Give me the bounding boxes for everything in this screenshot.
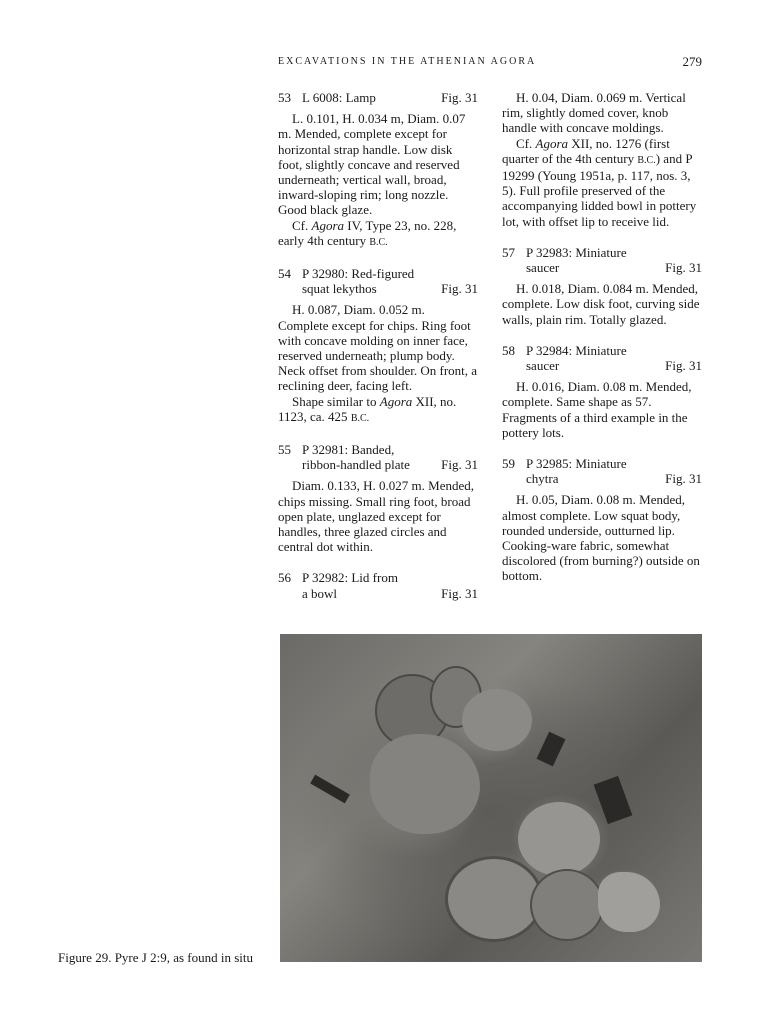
entry-number: 55 [278,442,291,458]
entry-title: P 32980: Red-figured [302,266,415,282]
entry-description: Diam. 0.133, H. 0.027 m. Mended, chips missing. Small ring foot, broad open plate, unglazed except for handles, three glazed circles and central dot within. [278,478,474,555]
entry-title-cont: a bowl [302,585,338,601]
entry-title: P 32981: Banded, [302,442,395,458]
entry-continuation [502,90,702,229]
entry-title-cont: saucer [526,358,560,374]
entry-comparanda: Cf. Agora XII, no. 1276 (first quarter of the 4th century B.C.) and P 19299 (Young 1951a, p. 117, nos. 3, 5). Full profile preserved of the accompanying lidded bowl in pottery lot, with offset lip to receive lid. [502,135,697,229]
miniature-saucer [530,869,604,941]
left-column [278,90,478,617]
catalog-entry [278,570,478,600]
catalog-entry [278,442,478,554]
entry-description: L. 0.101, H. 0.034 m, Diam. 0.07 m. Mended, complete except for horizontal strap handle. Low disk foot, slightly concave and reserved underneath; vertical wall, broad, inward-sloping rim; long nozzle. Good black glaze. [278,111,466,218]
entry-heading [278,90,478,105]
miniature-chytra [518,802,600,876]
pottery-bowl [462,689,532,751]
entry-number: 53 [278,90,291,105]
entry-number: 56 [278,570,291,586]
page-number: 279 [682,54,702,69]
entry-heading [502,245,702,275]
entry-title: P 32984: Miniature [526,342,627,358]
entry-title: P 32985: Miniature [526,456,627,472]
pottery-fragment [598,872,660,932]
entry-title: P 32982: Lid from [302,570,398,586]
entry-title-cont: saucer [526,260,560,276]
figure-ref: Fig. 31 [665,471,702,487]
entry-number: 58 [502,342,515,358]
entry-number: 57 [502,244,515,260]
entry-description: H. 0.087, Diam. 0.052 m. Complete except for chips. Ring foot with concave molding on inner face, reserved underneath; plump body. Neck offset from shoulder. On front, a reclining deer, facing left. [278,302,478,394]
entry-heading [278,570,478,600]
right-column [502,90,702,600]
entry-number: 54 [278,266,291,282]
catalog-entry [502,343,702,440]
catalog-entry [502,456,702,584]
entry-title-cont: ribbon-handled plate [302,457,410,473]
lidded-bowl [445,856,543,942]
entry-comparanda: Shape similar to Agora XII, no. 1123, ca. 425 B.C. [278,393,457,424]
excavation-photo [280,634,702,962]
running-title: EXCAVATIONS IN THE ATHENIAN AGORA [278,56,537,67]
pottery-plate [370,734,480,834]
figure-ref: Fig. 31 [441,585,478,601]
entry-heading [278,442,478,472]
figure-ref: Fig. 31 [441,281,478,297]
catalog-entry [278,90,478,250]
catalog-entry [278,266,478,426]
dark-fragment [310,775,350,804]
entry-heading [502,456,702,486]
entry-heading [502,343,702,373]
figure-ref: Fig. 31 [665,260,702,276]
entry-title-cont: chytra [526,471,559,487]
figure-caption: Figure 29. Pyre J 2:9, as found in situ [58,950,253,965]
running-head [278,56,702,67]
dark-fragment [594,776,633,824]
entry-description: H. 0.04, Diam. 0.069 m. Vertical rim, slightly domed cover, knob handle with concave moldings. [502,90,686,136]
entry-number: 59 [502,456,515,472]
entry-title-cont: squat lekythos [302,281,377,297]
figure-ref: Fig. 31 [441,90,478,105]
entry-comparanda: Cf. Agora IV, Type 23, no. 228, early 4th century B.C. [278,217,457,248]
dark-fragment [537,732,566,767]
figure-ref: Fig. 31 [665,358,702,374]
figure-ref: Fig. 31 [441,457,478,473]
entry-description: H. 0.018, Diam. 0.084 m. Mended, complete. Low disk foot, curving side walls, plain rim. Totally glazed. [502,281,700,327]
entry-title: L 6008: Lamp [302,90,376,105]
entry-description: H. 0.016, Diam. 0.08 m. Mended, complete. Same shape as 57. Fragments of a third example in the pottery lots. [502,379,692,440]
catalog-entry [502,245,702,327]
entry-description: H. 0.05, Diam. 0.08 m. Mended, almost complete. Low squat body, rounded underside, outturned lip. Cooking-ware fabric, somewhat discolored (from burning?) outside on bottom. [502,492,700,584]
entry-heading [278,266,478,296]
entry-title: P 32983: Miniature [526,244,627,260]
